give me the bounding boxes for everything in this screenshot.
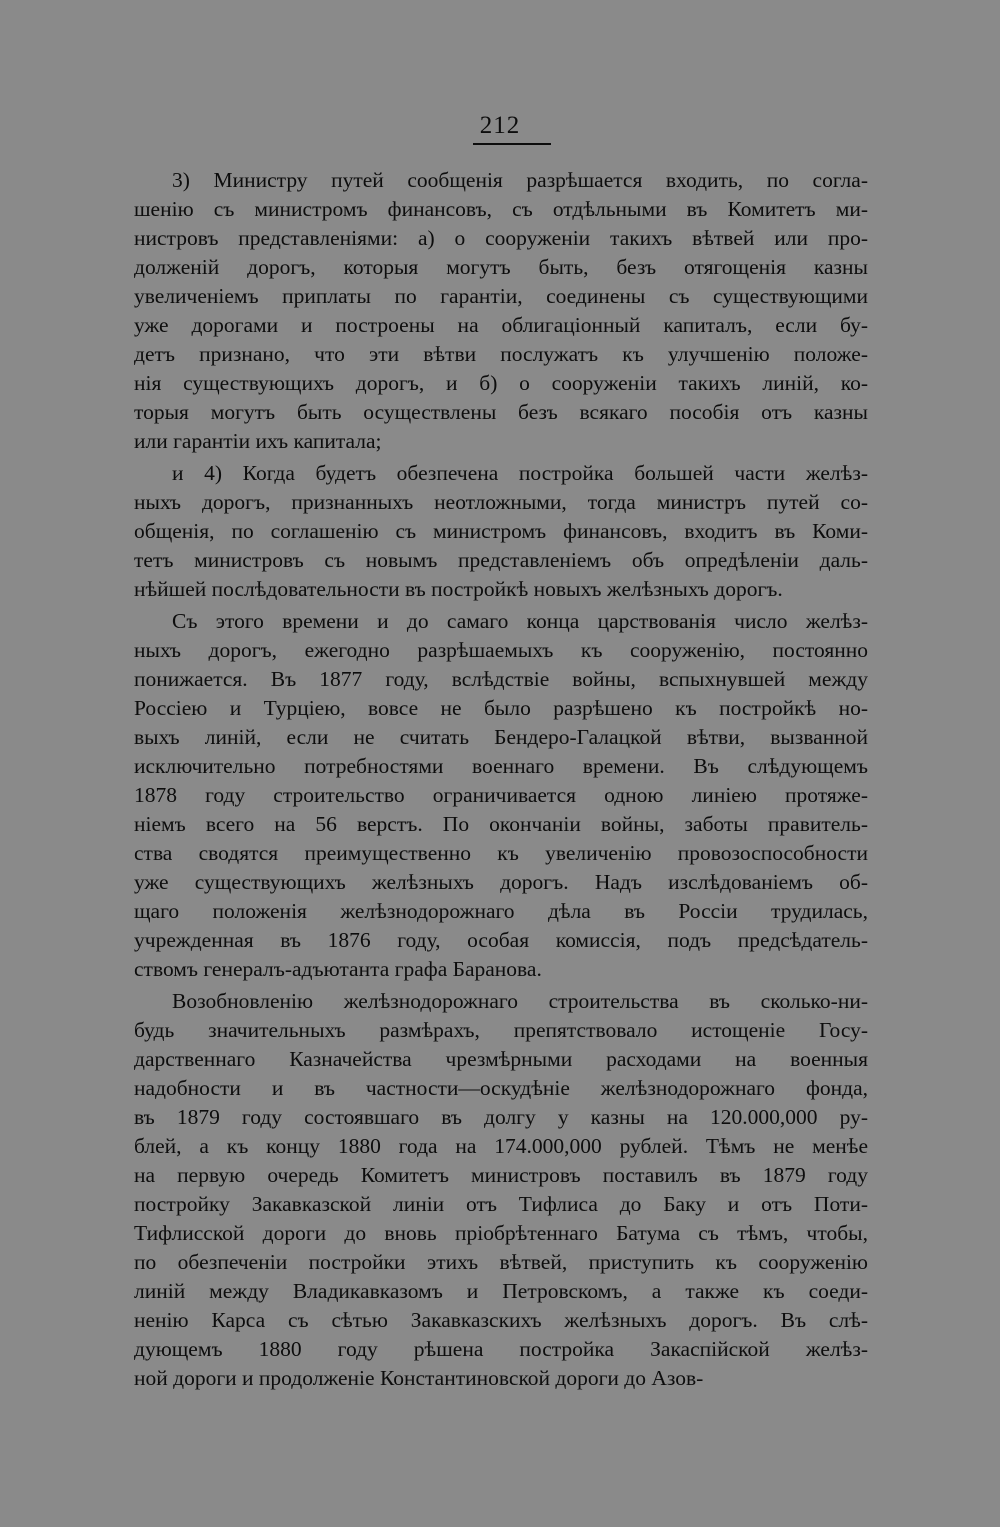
text-line: щаго положенія желѣзнодорожнаго дѣла въ Россіи трудилась, — [134, 899, 868, 923]
text-line: блей, а къ концу 1880 года на 174.000,000 рублей. Тѣмъ не менѣе — [134, 1134, 868, 1158]
text-line: ной дороги и продолженіе Константиновской дороги до Азов- — [134, 1366, 704, 1390]
text-line: Россіею и Турціею, вовсе не было разрѣшено къ постройкѣ но- — [134, 696, 868, 720]
text-line: нія существующихъ дорогъ, и б) о сооруженіи такихъ линій, ко- — [134, 371, 868, 395]
page-number: 212 — [479, 112, 521, 139]
text-line: на первую очередь Комитетъ министровъ поставилъ въ 1879 году — [134, 1163, 868, 1187]
text-line: или гарантіи ихъ капитала; — [134, 429, 382, 453]
text-line: Тифлисской дороги до вновь пріобрѣтеннаго Батума съ тѣмъ, чтобы, — [134, 1221, 868, 1245]
text-line: общенія, по соглашенію съ министромъ финансовъ, входитъ въ Коми- — [134, 519, 868, 543]
text-line: дующемъ 1880 году рѣшена постройка Закаспійской желѣз- — [134, 1337, 868, 1361]
text-line: ствомъ генералъ-адъютанта графа Баранова. — [134, 957, 542, 981]
paragraph — [134, 607, 868, 984]
text-line: въ 1879 году состоявшаго въ долгу у казны на 120.000,000 ру- — [134, 1105, 868, 1129]
text-line: будь значительныхъ размѣрахъ, препятствовало истощеніе Госу- — [134, 1018, 868, 1042]
text-line: дарственнаго Казначейства чрезмѣрными расходами на военныя — [134, 1047, 868, 1071]
text-line: ныхъ дорогъ, признанныхъ неотложными, тогда министръ путей со- — [134, 490, 868, 514]
text-line: учрежденная въ 1876 году, особая комиссія, подъ предсѣдатель- — [134, 928, 868, 952]
text-line: постройку Закавказской линіи отъ Тифлиса до Баку и отъ Поти- — [134, 1192, 868, 1216]
text-line: нѣйшей послѣдовательности въ постройкѣ новыхъ желѣзныхъ дорогъ. — [134, 577, 783, 601]
text-line: тетъ министровъ съ новымъ представленіемъ объ опредѣленіи даль- — [134, 548, 868, 572]
text-line: уже дорогами и построены на облигаціонный капиталъ, если бу- — [134, 313, 868, 337]
text-line: линій между Владикавказомъ и Петровскомъ, а также къ соеди- — [134, 1279, 868, 1303]
text-line: нистровъ представленіями: а) о сооруженіи такихъ вѣтвей или про- — [134, 226, 868, 250]
paragraph — [134, 459, 868, 604]
text-line: 3) Министру путей сообщенія разрѣшается входить, по согла- — [172, 168, 868, 192]
text-line: понижается. Въ 1877 году, вслѣдствіе войны, вспыхнувшей между — [134, 667, 868, 691]
text-line: ненію Карса съ сѣтью Закавказскихъ желѣзныхъ дорогъ. Въ слѣ- — [134, 1308, 868, 1332]
text-line: надобности и въ частности—оскудѣніе желѣзнодорожнаго фонда, — [134, 1076, 868, 1100]
text-line: долженій дорогъ, которыя могутъ быть, безъ отягощенія казны — [134, 255, 868, 279]
paragraph — [134, 166, 868, 456]
text-line: детъ признано, что эти вѣтви послужатъ къ улучшенію положе- — [134, 342, 868, 366]
text-line: по обезпеченіи постройки этихъ вѣтвей, приступить къ сооруженію — [134, 1250, 868, 1274]
text-line: уже существующихъ желѣзныхъ дорогъ. Надъ изслѣдованіемъ об- — [134, 870, 868, 894]
text-line: ныхъ дорогъ, ежегодно разрѣшаемыхъ къ сооруженію, постоянно — [134, 638, 868, 662]
page-number-underline — [473, 143, 551, 145]
text-line: Возобновленію желѣзнодорожнаго строительства въ сколько-ни- — [172, 989, 868, 1013]
text-line: увеличеніемъ приплаты по гарантіи, соединены съ существующими — [134, 284, 868, 308]
text-line: выхъ линій, если не считать Бендеро-Галацкой вѣтви, вызванной — [134, 725, 868, 749]
text-line: и 4) Когда будетъ обезпечена постройка большей части желѣз- — [172, 461, 868, 485]
text-line: Съ этого времени и до самаго конца царствованія число желѣз- — [172, 609, 868, 633]
text-line: шенію съ министромъ финансовъ, съ отдѣльными въ Комитетъ ми- — [134, 197, 868, 221]
text-line: ства сводятся преимущественно къ увеличенію провозоспособности — [134, 841, 868, 865]
text-line: ніемъ всего на 56 верстъ. По окончаніи войны, заботы правитель- — [134, 812, 868, 836]
paragraph — [134, 987, 868, 1393]
text-line: исключительно потребностями военнаго времени. Въ слѣдующемъ — [134, 754, 868, 778]
body-text — [134, 166, 868, 1393]
text-line: торыя могутъ быть осуществлены безъ всякаго пособія отъ казны — [134, 400, 868, 424]
text-line: 1878 году строительство ограничивается одною линіею протяже- — [134, 783, 868, 807]
